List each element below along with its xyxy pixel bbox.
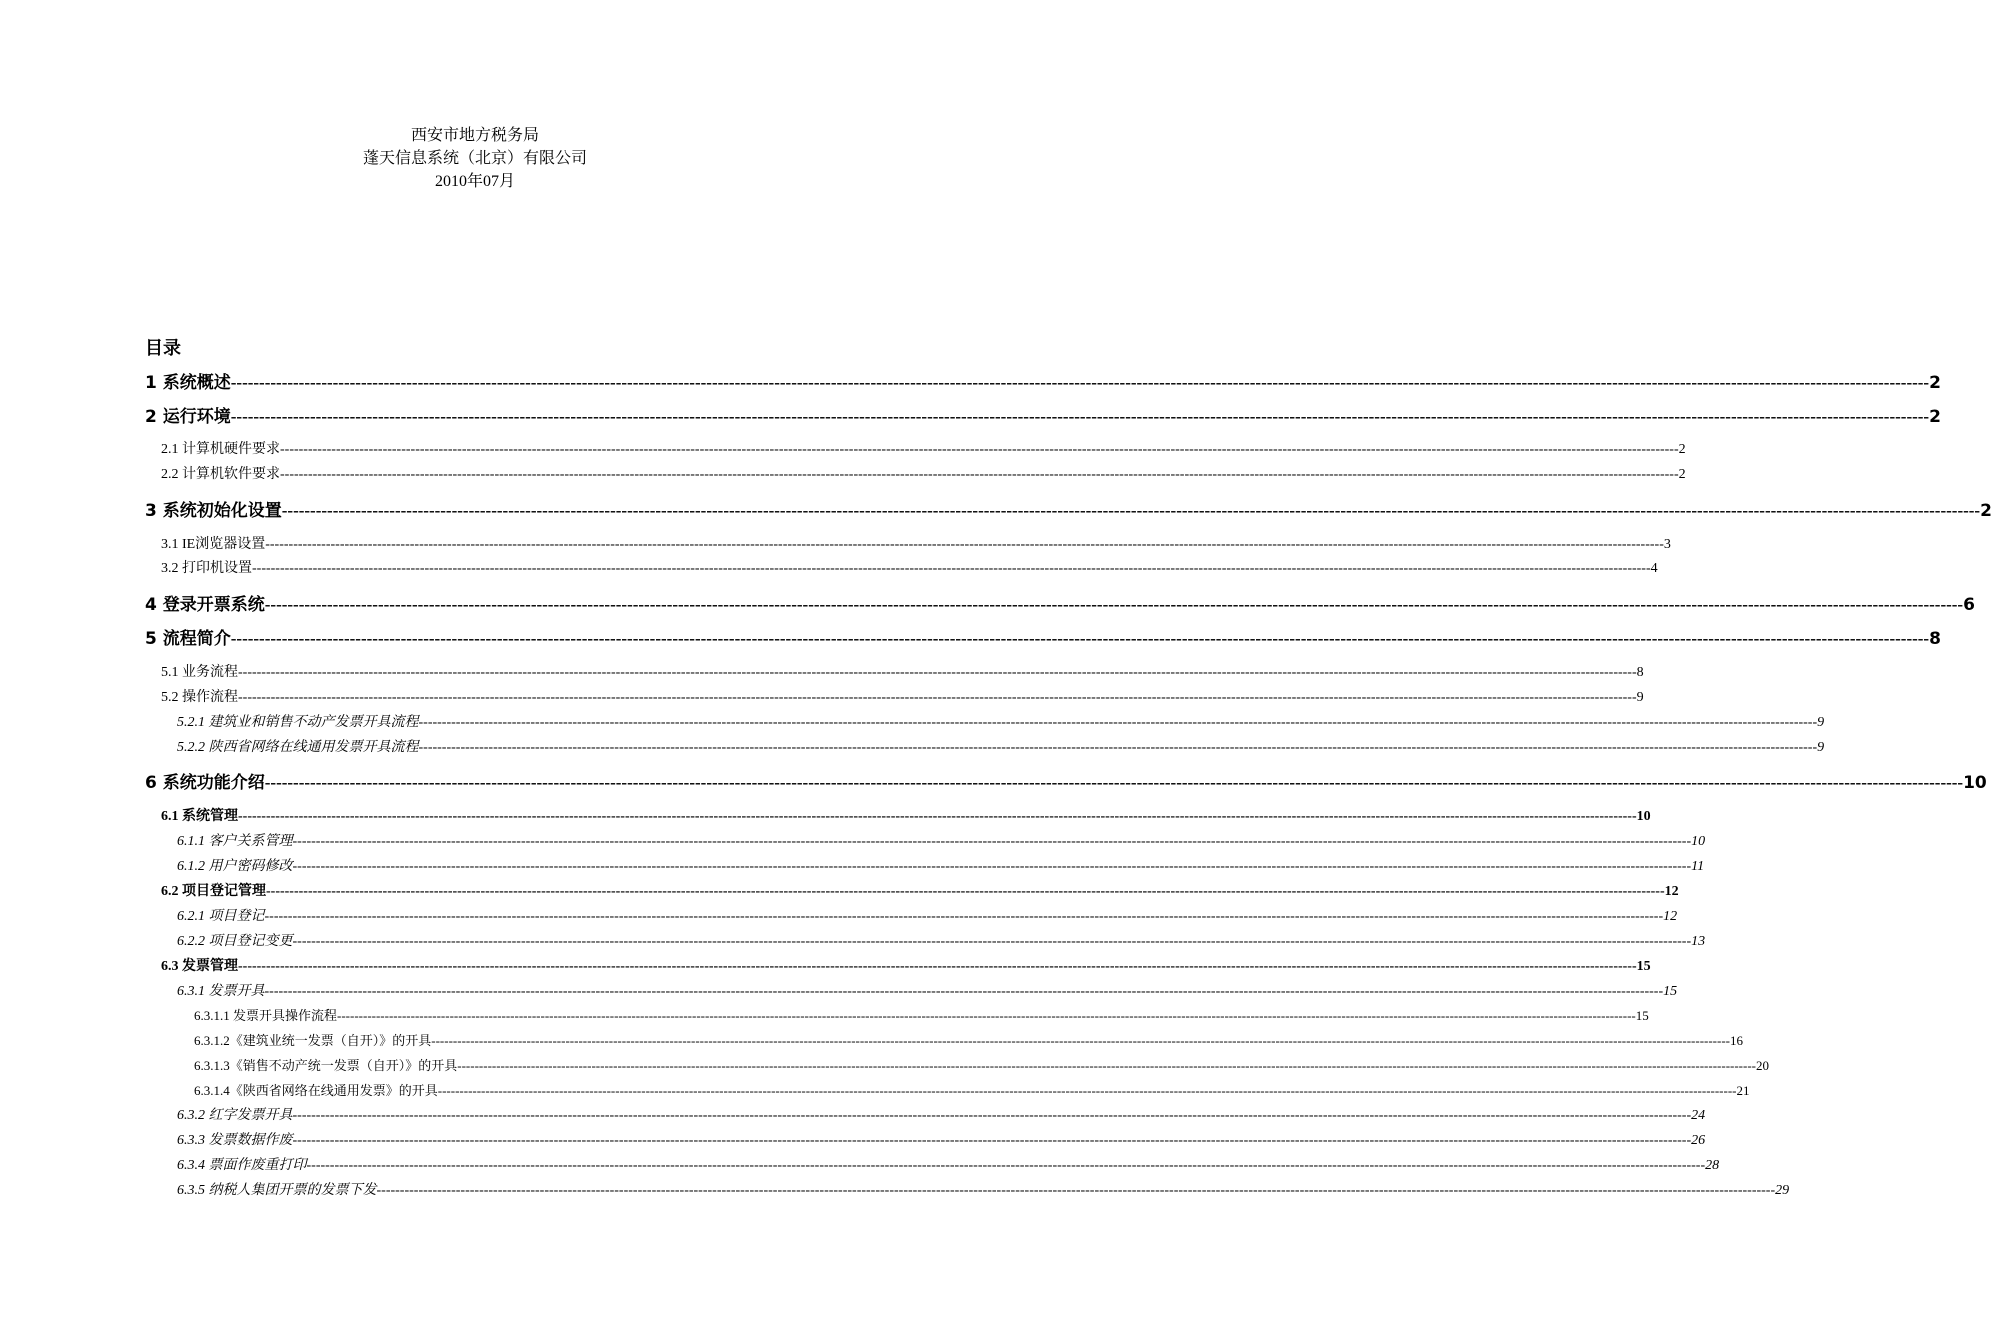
toc-entry[interactable] [161, 957, 1651, 977]
toc-entry-label: 1 系统概述 [145, 373, 231, 393]
toc-entry[interactable] [177, 1131, 1706, 1151]
toc-leader: ------------------------------------------------------------------------------------------------------------------------------------------------------------------------------------------------------------------------------------------------------------------------------------------------------------ [431, 1033, 1730, 1048]
toc-entry[interactable] [161, 440, 1686, 460]
toc-entry-page: 8 [1636, 665, 1644, 680]
toc-entry-label: 6.1.2 用户密码修改 [177, 859, 293, 874]
toc-leader: ------------------------------------------------------------------------------------------------------------------------------------------------------------------------------------------------------------------------------------------------------------------------------------------------------------ [264, 909, 1664, 924]
toc-leader: ------------------------------------------------------------------------------------------------------------------------------------------------------------------------------------------------------------------------------------------------------------------------------------------------------------ [292, 934, 1692, 949]
toc-entry-label: 6.3.1.2《建筑业统一发票（自开）》的开具 [194, 1033, 432, 1048]
toc-entry-page: 2 [1678, 442, 1686, 457]
toc-entry-page: 10 [1691, 834, 1706, 849]
toc-leader: ------------------------------------------------------------------------------------------------------------------------------------------------------------------------------------------------------------------------------------------------------------------------------------------------------------ [280, 442, 1679, 457]
toc-entry[interactable] [161, 535, 1671, 555]
toc-entry-page: 3 [1663, 537, 1671, 552]
toc-entry-label: 6.1 系统管理 [161, 809, 238, 824]
toc-entry[interactable] [194, 1006, 1649, 1026]
toc-entry-page: 2 [1929, 373, 1941, 393]
toc-entry-label: 6.3.5 纳税人集团开票的发票下发 [177, 1183, 377, 1198]
toc-leader: ------------------------------------------------------------------------------------------------------------------------------------------------------------------------------------------------------------------------------------------------------------------------------------------------------------ [264, 595, 1964, 614]
toc-entry-label: 3.2 打印机设置 [161, 561, 252, 576]
toc-entry[interactable] [177, 982, 1678, 1002]
toc-entry-page: 2 [1678, 467, 1686, 482]
toc-entry-label: 3.1 IE浏览器设置 [161, 537, 266, 552]
toc-entry[interactable] [145, 406, 1941, 428]
toc-entry[interactable] [145, 372, 1941, 394]
toc-leader: ------------------------------------------------------------------------------------------------------------------------------------------------------------------------------------------------------------------------------------------------------------------------------------------------------------ [457, 1058, 1756, 1073]
toc-entry[interactable] [161, 465, 1686, 485]
toc-leader: ------------------------------------------------------------------------------------------------------------------------------------------------------------------------------------------------------------------------------------------------------------------------------------------------------------ [264, 773, 1964, 792]
toc-entry[interactable] [145, 500, 1992, 522]
toc-leader: ------------------------------------------------------------------------------------------------------------------------------------------------------------------------------------------------------------------------------------------------------------------------------------------------------------ [418, 715, 1818, 730]
toc-entry-page: 10 [1636, 809, 1651, 824]
toc-leader: ------------------------------------------------------------------------------------------------------------------------------------------------------------------------------------------------------------------------------------------------------------------------------------------------------------ [292, 1133, 1692, 1148]
toc-leader: ------------------------------------------------------------------------------------------------------------------------------------------------------------------------------------------------------------------------------------------------------------------------------------------------------------ [238, 959, 1637, 974]
toc-leader: ------------------------------------------------------------------------------------------------------------------------------------------------------------------------------------------------------------------------------------------------------------------------------------------------------------ [266, 884, 1665, 899]
toc-entry-page: 9 [1636, 690, 1644, 705]
toc-entry-label: 6.2 项目登记管理 [161, 884, 266, 899]
toc-entry-page: 24 [1691, 1108, 1706, 1123]
toc-entry-label: 6.2.1 项目登记 [177, 909, 265, 924]
toc-entry[interactable] [161, 663, 1644, 683]
toc-entry-label: 6.3.1.4《陕西省网络在线通用发票》的开具 [194, 1083, 438, 1098]
toc-entry-page: 4 [1650, 561, 1658, 576]
toc-entry[interactable] [177, 1106, 1706, 1126]
toc-leader: ------------------------------------------------------------------------------------------------------------------------------------------------------------------------------------------------------------------------------------------------------------------------------------------------------------ [265, 537, 1664, 552]
toc-entry[interactable] [145, 594, 1975, 616]
toc-entry-page: 21 [1736, 1083, 1750, 1098]
toc-entry-page: 28 [1705, 1158, 1720, 1173]
toc-leader: ------------------------------------------------------------------------------------------------------------------------------------------------------------------------------------------------------------------------------------------------------------------------------------------------------------ [292, 1108, 1692, 1123]
toc-entry-page: 10 [1963, 773, 1987, 793]
toc-leader: ------------------------------------------------------------------------------------------------------------------------------------------------------------------------------------------------------------------------------------------------------------------------------------------------------------ [292, 834, 1692, 849]
toc-entry-label: 6 系统功能介绍 [145, 773, 265, 793]
toc-entry-page: 20 [1756, 1058, 1769, 1073]
cover-date: 2010年07月 [434, 173, 515, 190]
toc-entry[interactable] [194, 1081, 1750, 1101]
toc-leader: ------------------------------------------------------------------------------------------------------------------------------------------------------------------------------------------------------------------------------------------------------------------------------------------------------------ [437, 1083, 1737, 1098]
toc-entry-page: 6 [1963, 595, 1975, 615]
toc-entry[interactable] [177, 832, 1706, 852]
toc-leader: ------------------------------------------------------------------------------------------------------------------------------------------------------------------------------------------------------------------------------------------------------------------------------------------------------------ [230, 407, 1930, 426]
toc-entry-page: 16 [1730, 1033, 1743, 1048]
toc-entry-label: 6.3.2 红字发票开具 [177, 1108, 293, 1123]
toc-leader: ------------------------------------------------------------------------------------------------------------------------------------------------------------------------------------------------------------------------------------------------------------------------------------------------------------ [376, 1183, 1776, 1198]
toc-entry-label: 6.2.2 项目登记变更 [177, 934, 293, 949]
toc-entry[interactable] [177, 1181, 1790, 1201]
toc-entry-label: 6.3.3 发票数据作废 [177, 1133, 293, 1148]
toc-entry-page: 15 [1635, 1008, 1649, 1023]
toc-entry-page: 29 [1775, 1183, 1790, 1198]
toc-leader: ------------------------------------------------------------------------------------------------------------------------------------------------------------------------------------------------------------------------------------------------------------------------------------------------------------ [306, 1158, 1706, 1173]
toc-entry-label: 5 流程简介 [145, 629, 231, 649]
toc-entry[interactable] [194, 1031, 1743, 1051]
toc-leader: ------------------------------------------------------------------------------------------------------------------------------------------------------------------------------------------------------------------------------------------------------------------------------------------------------------ [264, 984, 1664, 999]
toc-entry[interactable] [177, 738, 1825, 758]
toc-entry-label: 6.1.1 客户关系管理 [177, 834, 293, 849]
toc-entry-page: 12 [1664, 884, 1679, 899]
toc-entry-label: 6.3.4 票面作废重打印 [177, 1158, 307, 1173]
toc-entry-page: 15 [1663, 984, 1678, 999]
toc-entry-page: 8 [1929, 629, 1941, 649]
toc-entry[interactable] [161, 807, 1651, 827]
toc-entry-label: 5.1 业务流程 [161, 665, 238, 680]
toc-entry-label: 2.2 计算机软件要求 [161, 467, 280, 482]
toc-leader: ------------------------------------------------------------------------------------------------------------------------------------------------------------------------------------------------------------------------------------------------------------------------------------------------------------ [238, 809, 1637, 824]
toc-entry[interactable] [177, 1156, 1720, 1176]
toc-entry-label: 5.2.2 陕西省网络在线通用发票开具流程 [177, 740, 419, 755]
toc-entry-page: 12 [1663, 909, 1678, 924]
toc-entry-page: 26 [1691, 1133, 1706, 1148]
toc-entry[interactable] [177, 857, 1705, 877]
toc-entry-page: 11 [1691, 859, 1705, 874]
toc-entry-page: 9 [1817, 740, 1825, 755]
toc-entry[interactable] [177, 907, 1678, 927]
toc-leader: ------------------------------------------------------------------------------------------------------------------------------------------------------------------------------------------------------------------------------------------------------------------------------------------------------------ [252, 561, 1651, 576]
toc-leader: ------------------------------------------------------------------------------------------------------------------------------------------------------------------------------------------------------------------------------------------------------------------------------------------------------------ [337, 1008, 1636, 1023]
toc-entry[interactable] [177, 932, 1706, 952]
toc-entry-label: 6.3.1.3《销售不动产统一发票（自开）》的开具 [194, 1058, 458, 1073]
toc-entry-label: 2.1 计算机硬件要求 [161, 442, 280, 457]
toc-leader: ------------------------------------------------------------------------------------------------------------------------------------------------------------------------------------------------------------------------------------------------------------------------------------------------------------ [230, 373, 1930, 392]
toc-leader: ------------------------------------------------------------------------------------------------------------------------------------------------------------------------------------------------------------------------------------------------------------------------------------------------------------ [418, 740, 1818, 755]
toc-leader: ------------------------------------------------------------------------------------------------------------------------------------------------------------------------------------------------------------------------------------------------------------------------------------------------------------ [292, 859, 1692, 874]
toc-entry-label: 6.3.1.1 发票开具操作流程 [194, 1008, 338, 1023]
cover-company: 蓬天信息系统（北京）有限公司 [362, 150, 587, 167]
toc-entry-page: 13 [1691, 934, 1706, 949]
toc-leader: ------------------------------------------------------------------------------------------------------------------------------------------------------------------------------------------------------------------------------------------------------------------------------------------------------------ [238, 690, 1637, 705]
toc-entry[interactable] [145, 772, 1987, 794]
toc-entry-page: 9 [1817, 715, 1825, 730]
toc-entry-label: 5.2 操作流程 [161, 690, 238, 705]
toc-entry[interactable] [194, 1056, 1769, 1076]
cover-authority: 西安市地方税务局 [410, 127, 539, 144]
toc-entry-label: 3 系统初始化设置 [145, 501, 282, 521]
toc-entry[interactable] [145, 628, 1941, 650]
toc-title: 目录 [145, 338, 181, 359]
toc-entry-label: 6.3.1 发票开具 [177, 984, 265, 999]
toc-entry-page: 2 [1980, 501, 1992, 521]
toc-entry[interactable] [161, 559, 1658, 579]
toc-entry-label: 2 运行环境 [145, 407, 231, 427]
toc-leader: ------------------------------------------------------------------------------------------------------------------------------------------------------------------------------------------------------------------------------------------------------------------------------------------------------------ [238, 665, 1637, 680]
toc-leader: ------------------------------------------------------------------------------------------------------------------------------------------------------------------------------------------------------------------------------------------------------------------------------------------------------------ [280, 467, 1679, 482]
toc-entry[interactable] [177, 713, 1825, 733]
toc-entry[interactable] [161, 688, 1644, 708]
toc-entry-page: 2 [1929, 407, 1941, 427]
toc-entry-label: 6.3 发票管理 [161, 959, 238, 974]
toc-leader: ------------------------------------------------------------------------------------------------------------------------------------------------------------------------------------------------------------------------------------------------------------------------------------------------------------ [281, 501, 1981, 520]
toc-entry[interactable] [161, 882, 1679, 902]
toc-entry-page: 15 [1636, 959, 1651, 974]
toc-entry-label: 5.2.1 建筑业和销售不动产发票开具流程 [177, 715, 419, 730]
toc-leader: ------------------------------------------------------------------------------------------------------------------------------------------------------------------------------------------------------------------------------------------------------------------------------------------------------------ [230, 629, 1930, 648]
toc-entry-label: 4 登录开票系统 [145, 595, 265, 615]
